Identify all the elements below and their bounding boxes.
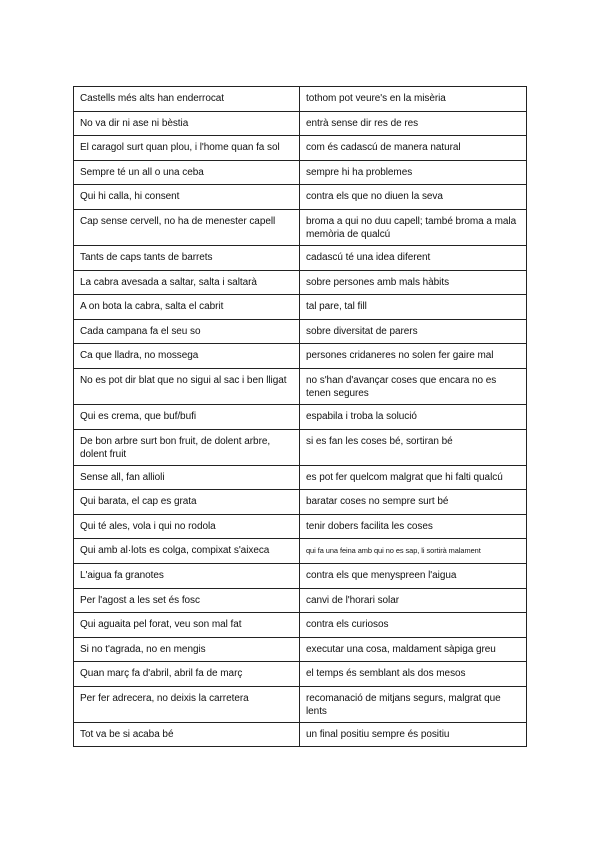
table-row <box>74 111 527 136</box>
table-row <box>74 209 527 245</box>
proverbs-table <box>73 86 527 747</box>
table-row <box>74 404 527 429</box>
document-page <box>73 86 526 747</box>
table-row <box>74 686 527 722</box>
meaning-cell: executar una cosa, maldament sàpiga greu <box>300 637 527 662</box>
proverb-cell: Castells més alts han enderrocat <box>74 87 300 112</box>
meaning-cell: persones cridaneres no solen fer gaire mal <box>300 344 527 369</box>
meaning-cell: tothom pot veure's en la misèria <box>300 87 527 112</box>
proverb-cell: L'aigua fa granotes <box>74 563 300 588</box>
meaning-cell: un final positiu sempre és positiu <box>300 722 527 747</box>
proverb-cell: Si no t'agrada, no en mengis <box>74 637 300 662</box>
proverb-cell: De bon arbre surt bon fruit, de dolent arbre, dolent fruit <box>74 429 300 465</box>
proverb-cell: Quan març fa d'abril, abril fa de març <box>74 662 300 687</box>
proverb-cell: Qui hi calla, hi consent <box>74 185 300 210</box>
proverb-cell: Sense all, fan allioli <box>74 465 300 490</box>
proverb-cell: Cada campana fa el seu so <box>74 319 300 344</box>
table-row <box>74 368 527 404</box>
meaning-cell: sobre persones amb mals hàbits <box>300 270 527 295</box>
table-row <box>74 637 527 662</box>
meaning-cell: si es fan les coses bé, sortiran bé <box>300 429 527 465</box>
table-row <box>74 588 527 613</box>
meaning-cell: sobre diversitat de parers <box>300 319 527 344</box>
proverb-cell: No va dir ni ase ni bèstia <box>74 111 300 136</box>
proverb-cell: Qui amb al·lots es colga, compixat s'aixeca <box>74 539 300 564</box>
meaning-cell: broma a qui no duu capell; també broma a mala memòria de qualcú <box>300 209 527 245</box>
meaning-cell: es pot fer quelcom malgrat que hi falti qualcú <box>300 465 527 490</box>
table-row <box>74 319 527 344</box>
table-row <box>74 344 527 369</box>
table-row <box>74 185 527 210</box>
meaning-cell: tal pare, tal fill <box>300 295 527 320</box>
meaning-cell: tenir dobers facilita les coses <box>300 514 527 539</box>
proverb-cell: Qui té ales, vola i qui no rodola <box>74 514 300 539</box>
proverb-cell: Tot va be si acaba bé <box>74 722 300 747</box>
table-row <box>74 514 527 539</box>
proverb-cell: Per fer adrecera, no deixis la carretera <box>74 686 300 722</box>
table-row <box>74 245 527 270</box>
meaning-cell: contra els que no diuen la seva <box>300 185 527 210</box>
proverb-cell: A on bota la cabra, salta el cabrit <box>74 295 300 320</box>
table-row <box>74 295 527 320</box>
meaning-cell: contra els que menyspreen l'aigua <box>300 563 527 588</box>
table-row <box>74 136 527 161</box>
proverb-cell: Qui barata, el cap es grata <box>74 490 300 515</box>
meaning-cell: sempre hi ha problemes <box>300 160 527 185</box>
proverb-cell: Cap sense cervell, no ha de menester capell <box>74 209 300 245</box>
proverb-cell: La cabra avesada a saltar, salta i saltarà <box>74 270 300 295</box>
proverb-cell: Per l'agost a les set és fosc <box>74 588 300 613</box>
proverb-cell: Qui es crema, que buf/bufi <box>74 404 300 429</box>
table-row <box>74 722 527 747</box>
proverb-cell: Ca que lladra, no mossega <box>74 344 300 369</box>
table-row <box>74 563 527 588</box>
meaning-cell: baratar coses no sempre surt bé <box>300 490 527 515</box>
proverb-cell: El caragol surt quan plou, i l'home quan fa sol <box>74 136 300 161</box>
meaning-cell: recomanació de mitjans segurs, malgrat que lents <box>300 686 527 722</box>
meaning-cell: no s'han d'avançar coses que encara no es tenen segures <box>300 368 527 404</box>
meaning-cell: el temps és semblant als dos mesos <box>300 662 527 687</box>
meaning-cell: espabila i troba la solució <box>300 404 527 429</box>
table-row <box>74 270 527 295</box>
table-row <box>74 465 527 490</box>
table-row <box>74 490 527 515</box>
proverb-cell: Sempre té un all o una ceba <box>74 160 300 185</box>
proverb-cell: Tants de caps tants de barrets <box>74 245 300 270</box>
meaning-cell: canvi de l'horari solar <box>300 588 527 613</box>
table-row <box>74 662 527 687</box>
table-row <box>74 429 527 465</box>
table-row <box>74 160 527 185</box>
table-row <box>74 613 527 638</box>
proverb-cell: Qui aguaita pel forat, veu son mal fat <box>74 613 300 638</box>
meaning-cell: entrà sense dir res de res <box>300 111 527 136</box>
meaning-cell: qui fa una feina amb qui no es sap, li sortirà malament <box>300 539 527 564</box>
table-row <box>74 539 527 564</box>
meaning-cell: contra els curiosos <box>300 613 527 638</box>
meaning-cell: com és cadascú de manera natural <box>300 136 527 161</box>
table-row <box>74 87 527 112</box>
proverb-cell: No es pot dir blat que no sigui al sac i ben lligat <box>74 368 300 404</box>
meaning-cell: cadascú té una idea diferent <box>300 245 527 270</box>
